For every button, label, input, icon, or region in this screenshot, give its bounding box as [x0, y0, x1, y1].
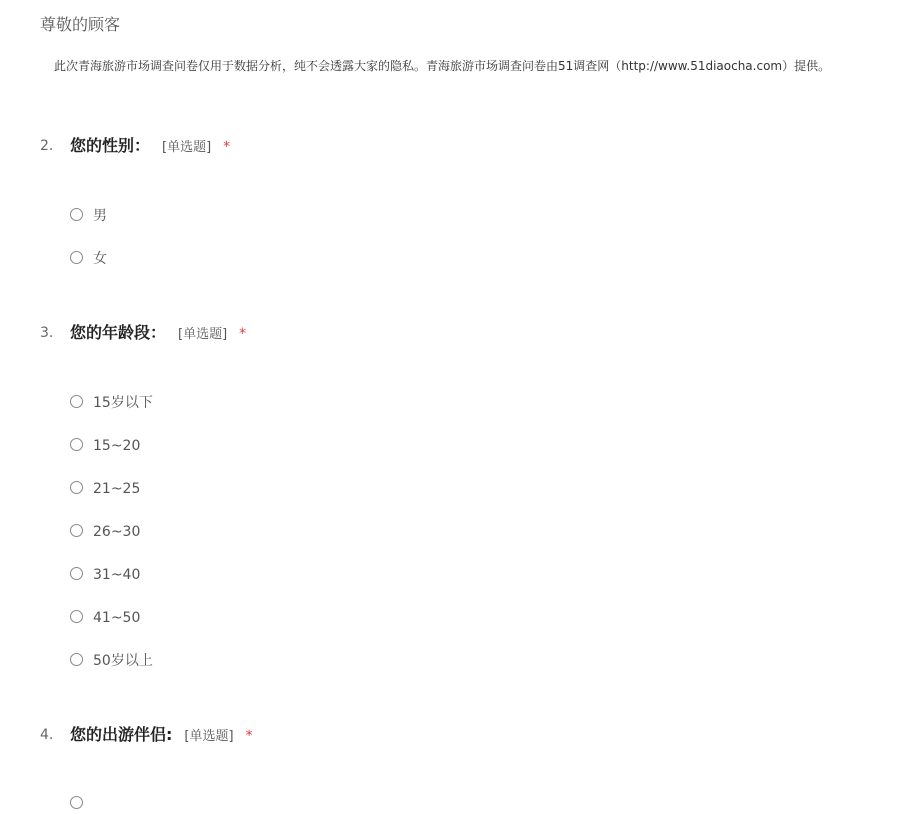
option-label: 15~20: [93, 438, 141, 454]
question-number: 2.: [40, 138, 54, 154]
question-gender: [40, 134, 860, 158]
question-title-text: 您的出游伴侣:: [70, 725, 173, 744]
question-type-label: [单选题]: [162, 140, 212, 155]
radio-button[interactable]: [70, 796, 83, 809]
question-title: [70, 321, 246, 347]
question-age-range: [40, 321, 860, 345]
radio-button[interactable]: [70, 610, 83, 623]
option-label: 女: [93, 251, 107, 267]
required-asterisk: *: [245, 728, 253, 744]
option-label: 21~25: [93, 481, 141, 497]
question-type-label: [单选题]: [178, 327, 228, 342]
radio-button[interactable]: [70, 395, 83, 408]
question-title: [70, 723, 253, 749]
question-title-text: 您的年龄段：: [70, 323, 167, 342]
question-number: 3.: [40, 325, 54, 341]
question-title: [70, 134, 230, 160]
survey-intro: 此次青海旅游市场调查问卷仅用于数据分析，纯不会透露大家的隐私。青海旅游市场调查问卷由51调查网（http://www.51diaocha.com）提供。: [54, 59, 831, 73]
question-number: 4.: [40, 727, 54, 743]
option-label: 50岁以上: [93, 653, 153, 669]
radio-button[interactable]: [70, 653, 83, 666]
question-type-label: [单选题]: [184, 729, 234, 744]
option-label: 31~40: [93, 567, 141, 583]
option-label: 41~50: [93, 610, 141, 626]
question-travel-companion: [40, 723, 860, 747]
required-asterisk: *: [223, 139, 231, 155]
option-label: 男: [93, 208, 107, 224]
radio-button[interactable]: [70, 208, 83, 221]
survey-greeting: 尊敬的顾客: [40, 15, 121, 34]
radio-button[interactable]: [70, 481, 83, 494]
radio-button[interactable]: [70, 438, 83, 451]
option-label: 15岁以下: [93, 395, 153, 411]
radio-button[interactable]: [70, 567, 83, 580]
option-label: 26~30: [93, 524, 141, 540]
radio-button[interactable]: [70, 524, 83, 537]
question-title-text: 您的性别：: [70, 136, 151, 155]
radio-button[interactable]: [70, 251, 83, 264]
required-asterisk: *: [239, 326, 247, 342]
